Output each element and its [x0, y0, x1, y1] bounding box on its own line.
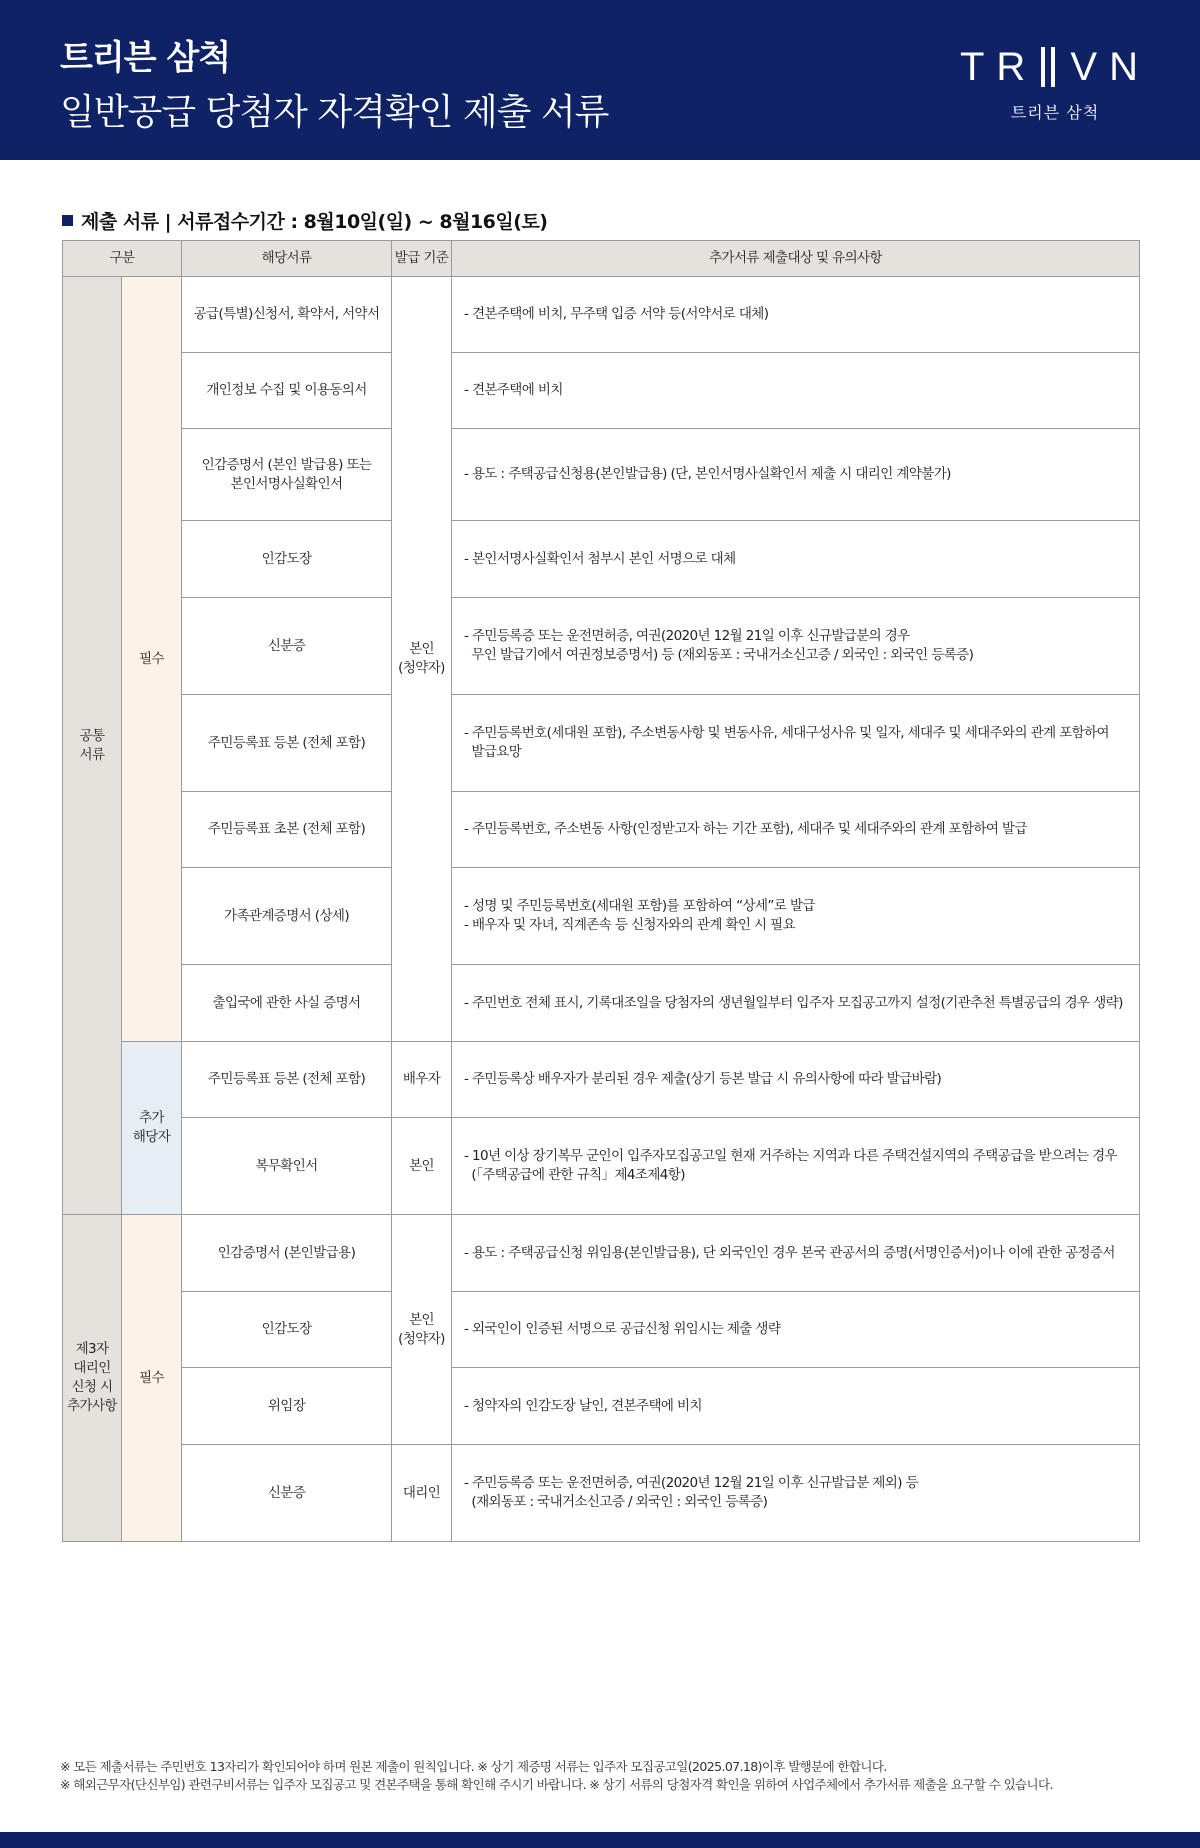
- square-bullet-icon: [62, 215, 73, 226]
- doc-cell: 인감증명서 (본인발급용): [182, 1215, 392, 1292]
- doc-cell: 개인정보 수집 및 이용동의서: [182, 353, 392, 429]
- table-row: [63, 598, 1140, 695]
- table-row: [63, 1118, 1140, 1215]
- table-row: [63, 1445, 1140, 1542]
- table-row: [63, 429, 1140, 521]
- table-row: [63, 695, 1140, 792]
- subgroup-required: 필수: [122, 277, 182, 1042]
- subgroup-additional: 추가 해당자: [122, 1042, 182, 1215]
- note-cell: - 성명 및 주민등록번호(세대원 포함)를 포함하여 “상세”로 발급 - 배우자 및 자녀, 직계존속 등 신청자와의 관계 확인 시 필요: [452, 868, 1140, 965]
- doc-cell: 주민등록표 등본 (전체 포함): [182, 695, 392, 792]
- table-row: [63, 353, 1140, 429]
- note-cell: - 주민등록번호, 주소변동 사항(인정받고자 하는 기간 포함), 세대주 및 세대주와의 관계 포함하여 발급: [452, 792, 1140, 868]
- doc-cell: 가족관계증명서 (상세): [182, 868, 392, 965]
- logo-text-left: TR: [960, 44, 1038, 89]
- section-title: [62, 207, 547, 234]
- page-header: [0, 0, 1200, 160]
- doc-cell: 인감도장: [182, 1292, 392, 1368]
- logo-bars-icon: [1037, 47, 1060, 87]
- header-basis: 발급 기준: [392, 241, 452, 277]
- footer-note-2: ※ 해외근무자(단신부임) 관련구비서류는 입주자 모집공고 및 견본주택을 통해 확인해 주시기 바랍니다. ※ 상기 서류의 당첨자격 확인을 위하여 사업주체에서 추가서류 제출을 요구할 수 있습니다.: [60, 1777, 1053, 1792]
- table-row: [63, 521, 1140, 598]
- table-row: [63, 1042, 1140, 1118]
- group-common: 공통 서류: [63, 277, 122, 1215]
- section-title-text: 제출 서류 | 서류접수기간 : 8월10일(일) ~ 8월16일(토): [81, 211, 548, 233]
- footer-notes: [60, 1758, 1053, 1794]
- table-row: [63, 868, 1140, 965]
- note-cell: - 본인서명사실확인서 첨부시 본인 서명으로 대체: [452, 521, 1140, 598]
- note-cell: - 용도 : 주택공급신청 위임용(본인발급용), 단 외국인인 경우 본국 관공서의 증명(서명인증서)이나 이에 관한 공정증서: [452, 1215, 1140, 1292]
- note-cell: - 견본주택에 비치, 무주택 입증 서약 등(서약서로 대체): [452, 277, 1140, 353]
- doc-cell: 위임장: [182, 1368, 392, 1445]
- note-cell: - 용도 : 주택공급신청용(본인발급용) (단, 본인서명사실확인서 제출 시 대리인 계약불가): [452, 429, 1140, 521]
- header-notes: 추가서류 제출대상 및 유의사항: [452, 241, 1140, 277]
- page-subtitle: 일반공급 당첨자 자격확인 제출 서류: [60, 92, 609, 133]
- basis-self-applicant: 본인 (청약자): [392, 277, 452, 1042]
- note-cell: - 청약자의 인감도장 날인, 견본주택에 비치: [452, 1368, 1140, 1445]
- note-cell: - 주민등록증 또는 운전면허증, 여권(2020년 12월 21일 이후 신규발급분의 경우 무인 발급기에서 여권정보증명서) 등 (재외동포 : 국내거소신고증 / 외국인 : 외국인 등록증): [452, 598, 1140, 695]
- note-cell: - 주민등록상 배우자가 분리된 경우 제출(상기 등본 발급 시 유의사항에 따라 발급바람): [452, 1042, 1140, 1118]
- doc-cell: 복무확인서: [182, 1118, 392, 1215]
- bottom-bar: [0, 1832, 1200, 1848]
- doc-cell: 인감증명서 (본인 발급용) 또는 본인서명사실확인서: [182, 429, 392, 521]
- basis-spouse: 배우자: [392, 1042, 452, 1118]
- logo-wordmark: [960, 44, 1150, 90]
- subgroup-required-proxy: 필수: [122, 1215, 182, 1542]
- documents-table: [62, 240, 1140, 1542]
- table-row: [63, 965, 1140, 1042]
- header-document: 해당서류: [182, 241, 392, 277]
- note-cell: - 외국인이 인증된 서명으로 공급신청 위임시는 제출 생략: [452, 1292, 1140, 1368]
- footer-note-1: ※ 모든 제출서류는 주민번호 13자리가 확인되어야 하며 원본 제출이 원칙입니다. ※ 상기 제증명 서류는 입주자 모집공고일(2025.07.18)이후 발행분에 한합니다.: [60, 1759, 887, 1774]
- table-header-row: [63, 241, 1140, 277]
- basis-self: 본인: [392, 1118, 452, 1215]
- page-title: 트리븐 삼척: [60, 38, 231, 78]
- doc-cell: 인감도장: [182, 521, 392, 598]
- note-cell: - 주민등록증 또는 운전면허증, 여권(2020년 12월 21일 이후 신규발급분 제외) 등 (재외동포 : 국내거소신고증 / 외국인 : 외국인 등록증): [452, 1445, 1140, 1542]
- doc-cell: 출입국에 관한 사실 증명서: [182, 965, 392, 1042]
- brand-logo: [960, 44, 1150, 134]
- table-row: [63, 277, 1140, 353]
- doc-cell: 공급(특별)신청서, 확약서, 서약서: [182, 277, 392, 353]
- basis-self-applicant-proxy: 본인 (청약자): [392, 1215, 452, 1445]
- doc-cell: 신분증: [182, 598, 392, 695]
- logo-text-right: VN: [1070, 44, 1150, 89]
- header-category: 구분: [63, 241, 182, 277]
- basis-proxy: 대리인: [392, 1445, 452, 1542]
- logo-subtext: 트리븐 삼척: [1010, 103, 1100, 122]
- table-row: [63, 792, 1140, 868]
- note-cell: - 10년 이상 장기복무 군인이 입주자모집공고일 현재 거주하는 지역과 다른 주택건설지역의 주택공급을 받으려는 경우 (「주택공급에 관한 규칙」제4조제4항): [452, 1118, 1140, 1215]
- table-row: [63, 1368, 1140, 1445]
- note-cell: - 주민번호 전체 표시, 기록대조일을 당첨자의 생년월일부터 입주자 모집공고까지 설정(기관추천 특별공급의 경우 생략): [452, 965, 1140, 1042]
- note-cell: - 주민등록번호(세대원 포함), 주소변동사항 및 변동사유, 세대구성사유 및 일자, 세대주 및 세대주와의 관계 포함하여 발급요망: [452, 695, 1140, 792]
- doc-cell: 주민등록표 초본 (전체 포함): [182, 792, 392, 868]
- doc-cell: 주민등록표 등본 (전체 포함): [182, 1042, 392, 1118]
- group-proxy: 제3자 대리인 신청 시 추가사항: [63, 1215, 122, 1542]
- doc-cell: 신분증: [182, 1445, 392, 1542]
- note-cell: - 견본주택에 비치: [452, 353, 1140, 429]
- table-row: [63, 1215, 1140, 1292]
- table-row: [63, 1292, 1140, 1368]
